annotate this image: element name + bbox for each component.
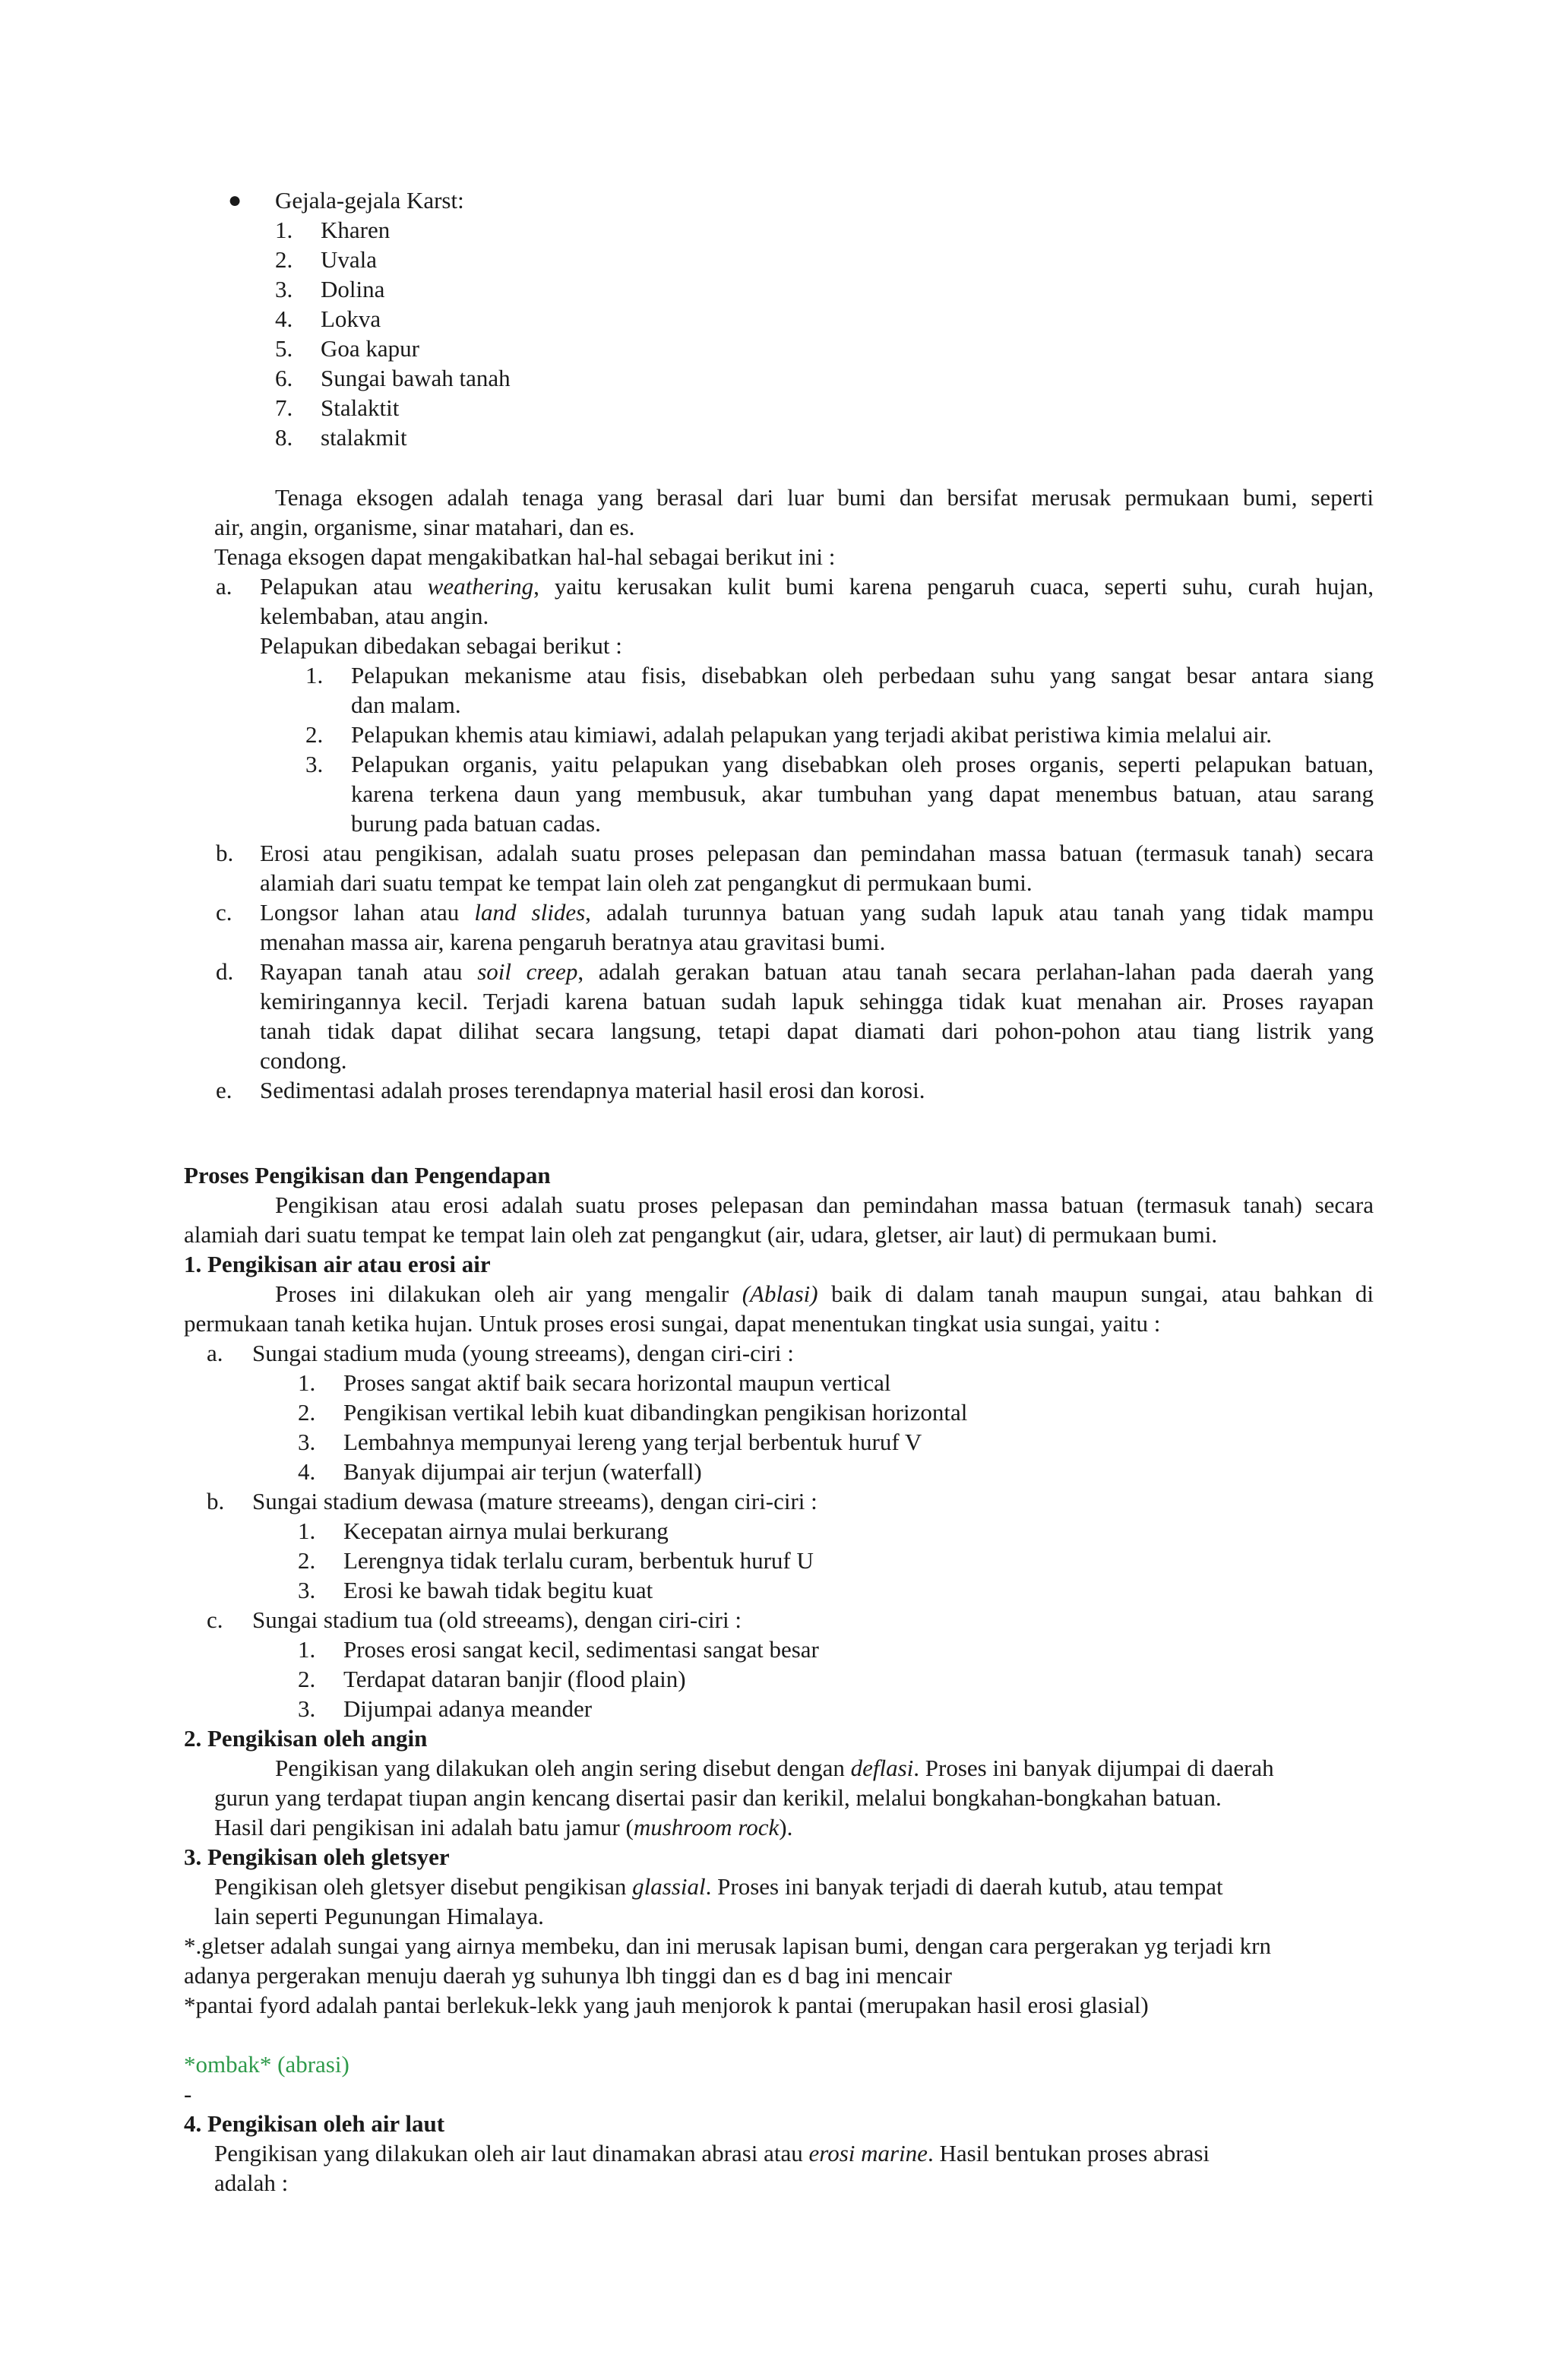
list-marker: e. — [216, 1077, 232, 1103]
paragraph-line: Hasil dari pengikisan ini adalah batu jamur (mushroom rock). — [214, 1814, 793, 1840]
section-heading: 1. Pengikisan air atau erosi air — [184, 1251, 491, 1277]
list-item-number: 1. — [298, 1636, 316, 1663]
list-item: Proses erosi sangat kecil, sedimentasi sangat besar — [343, 1636, 819, 1663]
list-item: Rayapan tanah atau soil creep, adalah gerakan batuan atau tanah secara perlahan-lahan pada daerah yang — [260, 958, 1374, 985]
list-marker: c. — [216, 899, 232, 926]
paragraph-line: Pengikisan yang dilakukan oleh angin sering disebut dengan deflasi. Proses ini banyak dijumpai di daerah — [275, 1755, 1274, 1781]
list-item: stalakmit — [321, 424, 407, 451]
section-heading: 3. Pengikisan oleh gletsyer — [184, 1844, 450, 1870]
list-item-number: 6. — [275, 365, 293, 391]
list-item: Pelapukan organis, yaitu pelapukan yang disebabkan oleh proses organis, seperti pelapukan batuan, — [351, 751, 1374, 777]
list-item: Goa kapur — [321, 335, 419, 362]
list-item-number: 2. — [305, 721, 324, 748]
list-marker: d. — [216, 958, 234, 985]
list-item: Longsor lahan atau land slides, adalah turunnya batuan yang sudah lapuk atau tanah yang tidak mampu — [260, 899, 1374, 926]
list-marker: a. — [207, 1340, 223, 1366]
list-item-number: 3. — [298, 1695, 316, 1722]
paragraph-line: permukaan tanah ketika hujan. Untuk proses erosi sungai, dapat menentukan tingkat usia sungai, yaitu : — [184, 1310, 1161, 1337]
list-item-continuation: karena terkena daun yang membusuk, akar tumbuhan yang dapat menembus batuan, atau sarang — [351, 780, 1374, 807]
list-marker: b. — [216, 840, 234, 866]
paragraph-line: gurun yang terdapat tiupan angin kencang disertai pasir dan kerikil, melalui bongkahan-bongkahan batuan. — [214, 1784, 1222, 1811]
list-marker: a. — [216, 573, 232, 600]
list-item-continuation: kemiringannya kecil. Terjadi karena batuan sudah lapuk sehingga tidak kuat menahan air. Proses rayapan — [260, 988, 1374, 1014]
list-item: Sedimentasi adalah proses terendapnya material hasil erosi dan korosi. — [260, 1077, 925, 1103]
list-item-continuation: alamiah dari suatu tempat ke tempat lain oleh zat pengangkut di permukaan bumi. — [260, 869, 1033, 896]
list-item-number: 5. — [275, 335, 293, 362]
paragraph-line: alamiah dari suatu tempat ke tempat lain oleh zat pengangkut (air, udara, gletser, air laut) di permukaan bumi. — [184, 1221, 1218, 1248]
list-item: Pelapukan atau weathering, yaitu kerusakan kulit bumi karena pengaruh cuaca, seperti suhu, curah hujan, — [260, 573, 1374, 600]
list-item: Pengikisan vertikal lebih kuat dibandingkan pengikisan horizontal — [343, 1399, 968, 1426]
list-item-number: 1. — [298, 1369, 316, 1396]
section-heading: 4. Pengikisan oleh air laut — [184, 2110, 445, 2137]
list-item: Uvala — [321, 246, 378, 273]
list-item: Kharen — [321, 217, 391, 243]
list-item-continuation: condong. — [260, 1047, 347, 1074]
list-item: Dijumpai adanya meander — [343, 1695, 593, 1722]
list-item: Sungai stadium muda (young streeams), dengan ciri-ciri : — [252, 1340, 794, 1366]
section-heading: 2. Pengikisan oleh angin — [184, 1725, 428, 1752]
list-item-continuation: tanah tidak dapat dilihat secara langsung, tetapi dapat diamati dari pohon-pohon atau tiang listrik yang — [260, 1018, 1374, 1044]
list-item-number: 2. — [298, 1666, 316, 1692]
list-item: Proses sangat aktif baik secara horizontal maupun vertical — [343, 1369, 891, 1396]
paragraph-line: Pengikisan yang dilakukan oleh air laut dinamakan abrasi atau erosi marine. Hasil bentukan proses abrasi — [214, 2140, 1210, 2166]
list-item: Terdapat dataran banjir (flood plain) — [343, 1666, 686, 1692]
note-line: adanya pergerakan menuju daerah yg suhunya lbh tinggi dan es d bag ini mencair — [184, 1962, 952, 1989]
list-marker: b. — [207, 1488, 225, 1514]
list-item-number: 3. — [275, 276, 293, 302]
list-item-number: 1. — [305, 662, 324, 688]
list-item-continuation: kelembaban, atau angin. — [260, 603, 489, 629]
list-item: Sungai bawah tanah — [321, 365, 511, 391]
list-item-number: 3. — [298, 1577, 316, 1603]
list-item-number: 8. — [275, 424, 293, 451]
list-marker: c. — [207, 1606, 223, 1633]
list-item-number: 3. — [298, 1429, 316, 1455]
list-item-number: 2. — [275, 246, 293, 273]
list-item: Sungai stadium dewasa (mature streeams), dengan ciri-ciri : — [252, 1488, 818, 1514]
list-item-number: 4. — [275, 305, 293, 332]
list-item-number: 2. — [298, 1547, 316, 1574]
list-item: Lembahnya mempunyai lereng yang terjal berbentuk huruf V — [343, 1429, 922, 1455]
list-item-number: 3. — [305, 751, 324, 777]
paragraph-line: Pengikisan oleh gletsyer disebut pengikisan glassial. Proses ini banyak terjadi di daerah kutub, atau tempat — [214, 1873, 1223, 1900]
paragraph-line: adalah : — [214, 2170, 289, 2196]
list-item: Banyak dijumpai air terjun (waterfall) — [343, 1458, 702, 1485]
list-item: Pelapukan khemis atau kimiawi, adalah pelapukan yang terjadi akibat peristiwa kimia melalui air. — [351, 721, 1273, 748]
paragraph-line: Tenaga eksogen dapat mengakibatkan hal-hal sebagai berikut ini : — [214, 543, 836, 570]
list-item-number: 4. — [298, 1458, 316, 1485]
list-item: Erosi atau pengikisan, adalah suatu proses pelepasan dan pemindahan massa batuan (termasuk tanah) secara — [260, 840, 1374, 866]
list-item-number: 7. — [275, 394, 293, 421]
list-item: Lerengnya tidak terlalu curam, berbentuk huruf U — [343, 1547, 814, 1574]
list-item: Lokva — [321, 305, 381, 332]
list-item: Erosi ke bawah tidak begitu kuat — [343, 1577, 653, 1603]
list-item: Stalaktit — [321, 394, 400, 421]
list-item-number: 1. — [275, 217, 293, 243]
list-item-continuation: menahan massa air, karena pengaruh beratnya atau gravitasi bumi. — [260, 929, 886, 955]
list-item: Kecepatan airnya mulai berkurang — [343, 1518, 669, 1544]
highlight-note: *ombak* (abrasi) — [184, 2051, 349, 2078]
list-item-continuation: Pelapukan dibedakan sebagai berikut : — [260, 632, 622, 659]
note-line: *pantai fyord adalah pantai berlekuk-lekk yang jauh menjorok k pantai (merupakan hasil erosi glasial) — [184, 1992, 1149, 2018]
bullet-icon: ● — [228, 188, 242, 213]
paragraph-line: air, angin, organisme, sinar matahari, dan es. — [214, 514, 635, 540]
list-item-continuation: dan malam. — [351, 692, 461, 718]
dash-line: - — [184, 2081, 192, 2107]
list-item-number: 2. — [298, 1399, 316, 1426]
list-item-number: 1. — [298, 1518, 316, 1544]
list-item: Dolina — [321, 276, 385, 302]
karst-heading: Gejala-gejala Karst: — [275, 187, 464, 214]
note-line: *.gletser adalah sungai yang airnya membeku, dan ini merusak lapisan bumi, dengan cara pergerakan yg terjadi krn — [184, 1932, 1271, 1959]
paragraph-line: lain seperti Pegunungan Himalaya. — [214, 1903, 544, 1929]
list-item-continuation: burung pada batuan cadas. — [351, 810, 601, 837]
list-item: Pelapukan mekanisme atau fisis, disebabkan oleh perbedaan suhu yang sangat besar antara siang — [351, 662, 1374, 688]
list-item: Sungai stadium tua (old streeams), dengan ciri-ciri : — [252, 1606, 742, 1633]
paragraph-line: Proses ini dilakukan oleh air yang mengalir (Ablasi) baik di dalam tanah maupun sungai, atau bahkan di — [275, 1280, 1374, 1307]
paragraph-line: Tenaga eksogen adalah tenaga yang berasal dari luar bumi dan bersifat merusak permukaan bumi, seperti — [275, 484, 1374, 511]
section-heading: Proses Pengikisan dan Pengendapan — [184, 1162, 551, 1188]
paragraph-line: Pengikisan atau erosi adalah suatu proses pelepasan dan pemindahan massa batuan (termasuk tanah) secara — [275, 1192, 1374, 1218]
